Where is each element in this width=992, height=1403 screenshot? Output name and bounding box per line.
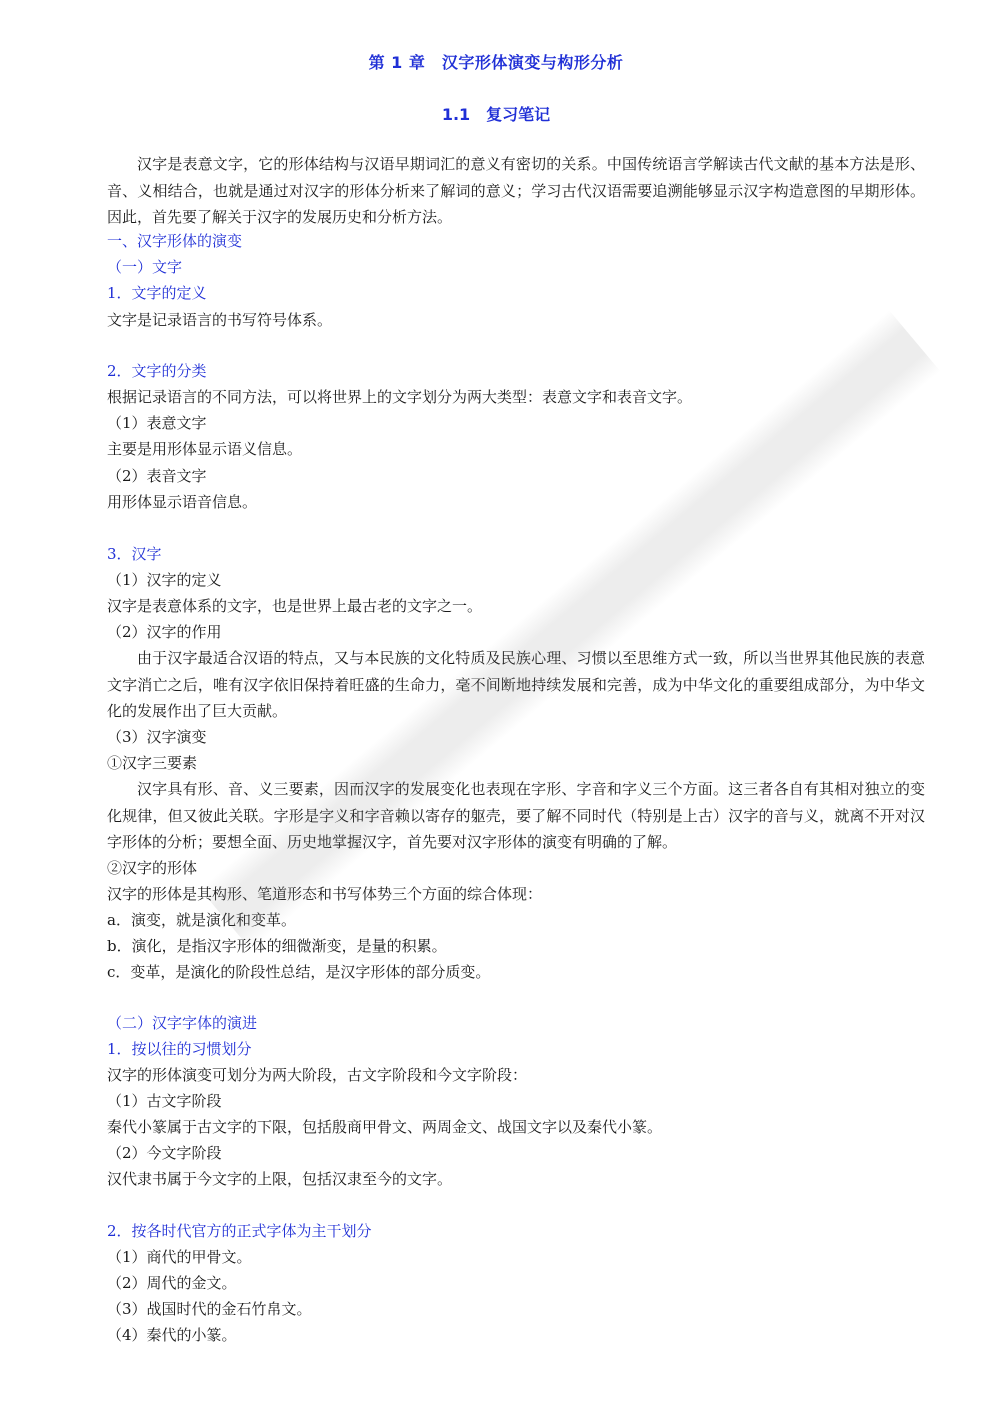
subheading: （2）汉字的作用: [107, 623, 222, 641]
subheading: ①汉字三要素: [107, 754, 198, 772]
subheading: ②汉字的形体: [107, 859, 198, 877]
subheading: （3）汉字演变: [107, 728, 207, 746]
heading-1-2-1: 1．按以往的习惯划分: [107, 1040, 252, 1058]
paragraph: 汉字的形体是其构形、笔道形态和书写体势三个方面的综合体现：: [107, 885, 543, 903]
paragraph: 主要是用形体显示语义信息。: [107, 440, 303, 458]
subheading: （2）表音文字: [107, 467, 207, 485]
list-item: （2）周代的金文。: [107, 1274, 237, 1292]
paragraph: 文字是记录语言的书写符号体系。: [107, 311, 333, 329]
list-item: （1）商代的甲骨文。: [107, 1248, 252, 1266]
heading-1-2: （二）汉字字体的演进: [107, 1014, 258, 1032]
intro-paragraph: 汉字是表意文字，它的形体结构与汉语早期词汇的意义有密切的关系。中国传统语言学解读古代文献的基本方法是形、音、义相结合，也就是通过对汉字的形体分析来了解词的意义；学习古代汉语需要追溯能够显示汉字构造意图的早期形体。因此，首先要了解关于汉字的发展历史和分析方法。: [107, 155, 925, 226]
chapter-title: 第 1 章 汉字形体演变与构形分析: [368, 53, 624, 72]
heading-1: 一、汉字形体的演变: [107, 232, 243, 250]
subheading: （2）今文字阶段: [107, 1144, 222, 1162]
paragraph: 秦代小篆属于古文字的下限，包括殷商甲骨文、两周金文、战国文字以及秦代小篆。: [107, 1118, 663, 1136]
subheading: （1）汉字的定义: [107, 571, 222, 589]
paragraph: 汉字的形体演变可划分为两大阶段，古文字阶段和今文字阶段：: [107, 1066, 528, 1084]
paragraph: 汉代隶书属于今文字的上限，包括汉隶至今的文字。: [107, 1170, 453, 1188]
heading-1-1-2: 2．文字的分类: [107, 362, 207, 380]
paragraph: 汉字具有形、音、义三要素，因而汉字的发展变化也表现在字形、字音和字义三个方面。这三者各自有其相对独立的变化规律，但又彼此关联。字形是字义和字音赖以寄存的躯壳，要了解不同时代（特别是上古）汉字的音与义，就离不开对汉字形体的分析；要想全面、历史地掌握汉字，首先要对汉字形体的演变有明确的了解。: [107, 780, 925, 851]
subheading: （1）古文字阶段: [107, 1092, 222, 1110]
list-item: （4）秦代的小篆。: [107, 1326, 237, 1344]
list-item: （3）战国时代的金石竹帛文。: [107, 1300, 312, 1318]
list-item: b．演化，是指汉字形体的细微渐变，是量的积累。: [107, 937, 447, 955]
paragraph: 由于汉字最适合汉语的特点，又与本民族的文化特质及民族心理、习惯以至思维方式一致，所以当世界其他民族的表意文字消亡之后，唯有汉字依旧保持着旺盛的生命力，毫不间断地持续发展和完善，成为中华文化的重要组成部分，为中华文化的发展作出了巨大贡献。: [107, 649, 925, 720]
heading-1-1: （一）文字: [107, 258, 183, 276]
paragraph: 用形体显示语音信息。: [107, 493, 258, 511]
paragraph: 汉字是表意体系的文字，也是世界上最古老的文字之一。: [107, 597, 483, 615]
list-item: a．演变，就是演化和变革。: [107, 911, 296, 929]
subheading: （1）表意文字: [107, 414, 207, 432]
paragraph: 根据记录语言的不同方法，可以将世界上的文字划分为两大类型：表意文字和表音文字。: [107, 388, 693, 406]
heading-1-1-1: 1．文字的定义: [107, 284, 207, 302]
heading-1-1-3: 3．汉字: [107, 545, 162, 563]
section-title: 1.1 复习笔记: [441, 105, 551, 124]
heading-1-2-2: 2．按各时代官方的正式字体为主干划分: [107, 1222, 372, 1240]
list-item: c．变革，是演化的阶段性总结，是汉字形体的部分质变。: [107, 963, 491, 981]
